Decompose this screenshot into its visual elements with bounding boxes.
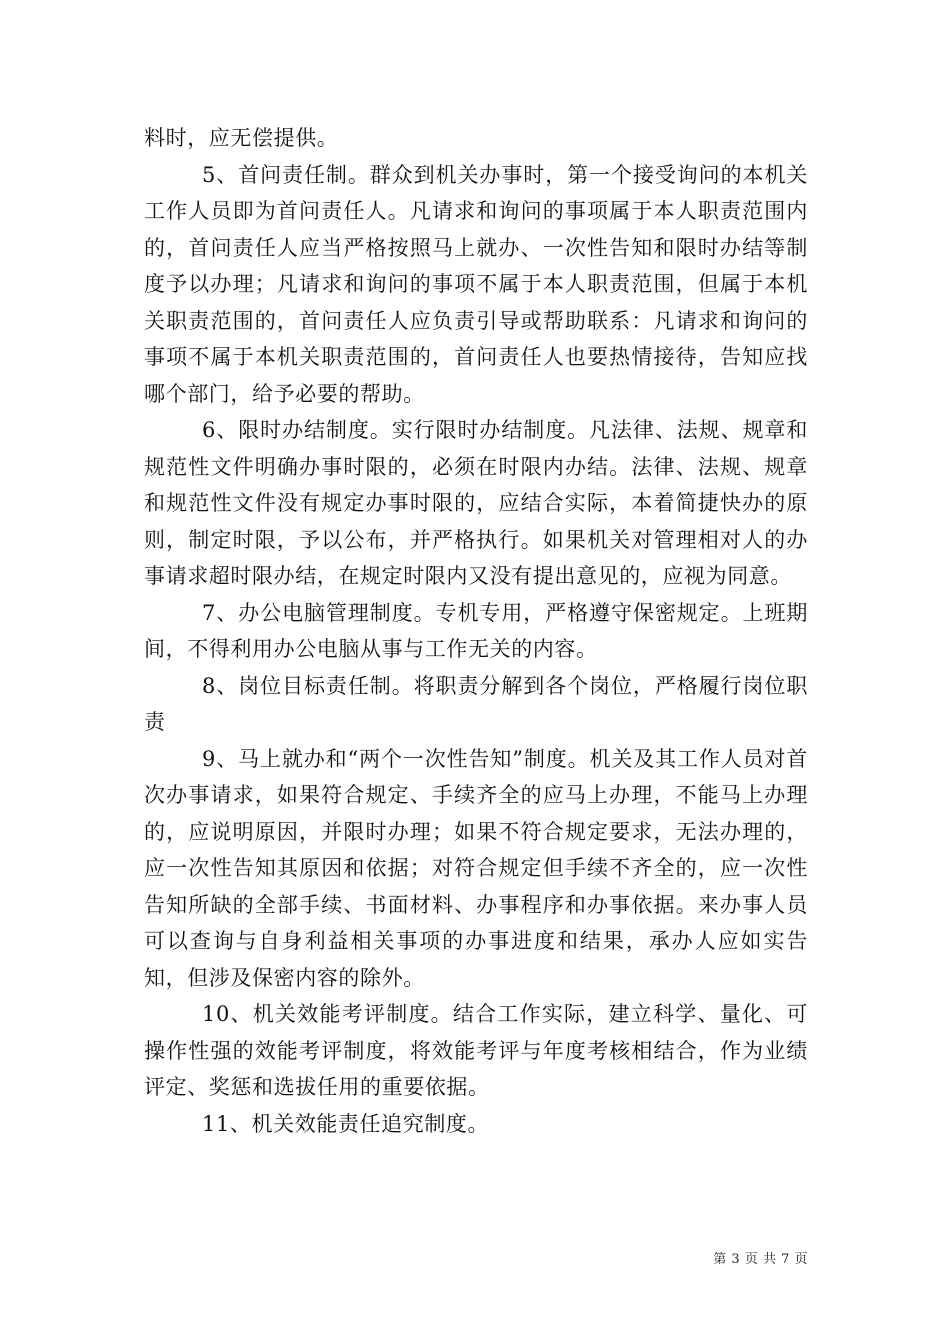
paragraph-item-11: 11、机关效能责任追究制度。	[202, 1111, 490, 1136]
paragraph-item-7: 7、办公电脑管理制度。专机专用，严格遵守保密规定。上班期间，不得利用办公电脑从事与工作无关的内容。	[144, 600, 808, 661]
document-body	[144, 120, 808, 1142]
page-number-footer: 第 3 页 共 7 页	[713, 1252, 808, 1267]
paragraph-continuation: 料时，应无偿提供。	[144, 126, 339, 150]
paragraph-item-8: 8、岗位目标责任制。将职责分解到各个岗位，严格履行岗位职责	[144, 673, 808, 734]
paragraph-item-10: 10、机关效能考评制度。结合工作实际，建立科学、量化、可操作性强的效能考评制度，将效能考评与年度考核相结合，作为业绩评定、奖惩和选拔任用的重要依据。	[144, 1002, 808, 1099]
paragraph-item-9: 9、马上就办和“两个一次性告知”制度。机关及其工作人员对首次办事请求，如果符合规定、手续齐全的应马上办理，不能马上办理的，应说明原因，并限时办理；如果不符合规定要求，无法办理的，应一次性告知其原因和依据；对符合规定但手续不齐全的，应一次性告知所缺的全部手续、书面材料、办事程序和办事依据。来办事人员可以查询与自身利益相关事项的办事进度和结果，承办人应如实告知，但涉及保密内容的除外。	[144, 746, 808, 990]
paragraph-item-6: 6、限时办结制度。实行限时办结制度。凡法律、法规、规章和规范性文件明确办事时限的，必须在时限内办结。法律、法规、规章和规范性文件没有规定办事时限的，应结合实际，本着简捷快办的原则，制定时限，予以公布，并严格执行。如果机关对管理相对人的办事请求超时限办结，在规定时限内又没有提出意见的，应视为同意。	[144, 418, 808, 588]
paragraph-item-5: 5、首问责任制。群众到机关办事时，第一个接受询问的本机关工作人员即为首问责任人。凡请求和询问的事项属于本人职责范围内的，首问责任人应当严格按照马上就办、一次性告知和限时办结等制度予以办理；凡请求和询问的事项不属于本人职责范围，但属于本机关职责范围的，首问责任人应负责引导或帮助联系：凡请求和询问的事项不属于本机关职责范围的，首问责任人也要热情接待，告知应找哪个部门，给予必要的帮助。	[144, 162, 808, 406]
